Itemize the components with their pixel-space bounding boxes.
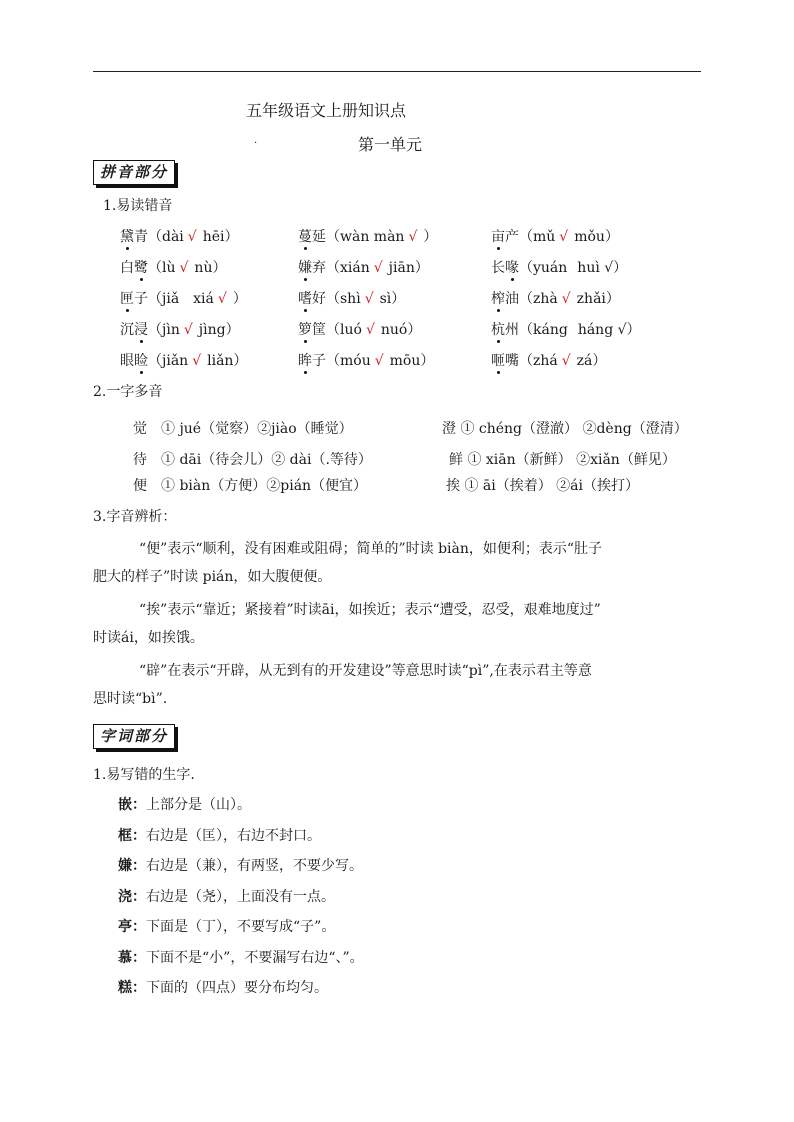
word-post: 筐（luó (312, 322, 362, 338)
pinyin-word (298, 351, 434, 371)
word-post: 产（mǔ (505, 229, 556, 245)
char-note: 右边是（匡），右边不封口。 (146, 827, 321, 844)
char-note: 下面不是“小”，不要漏写右边“、”。 (146, 949, 364, 966)
word-pre: 长 (491, 260, 505, 276)
char-item (118, 795, 251, 815)
word-tail: zhǎi） (576, 291, 620, 307)
word-dot: 匣 (120, 291, 134, 307)
duoyin-bian: 便 ① biàn（方便）②pián（便宜） (133, 478, 368, 494)
pinyin-word (120, 258, 226, 278)
word-dot: 喙 (505, 260, 519, 276)
word-tail: nuó） (380, 322, 422, 338)
word-tail: jiān） (388, 260, 429, 276)
pinyin-word (298, 258, 429, 278)
char-item (118, 856, 363, 876)
char-note: 下面的（四点）要分布均匀。 (146, 980, 328, 996)
word-tail: mǒu） (574, 229, 619, 245)
word-dot: 咂 (491, 353, 505, 369)
section-label-pinyin: 拼音部分 (93, 160, 175, 185)
item-title-words-1: 1.易写错的生字. (93, 767, 195, 783)
word-tail: mōu） (389, 353, 435, 369)
word-chk1: √ (187, 229, 197, 245)
word-tail: háng √） (577, 322, 641, 338)
word-post: 弃（xián (312, 260, 370, 276)
word-chk1: √ (561, 291, 571, 307)
char-item (118, 978, 328, 998)
word-post: 子（móu (312, 353, 371, 369)
char-item (118, 917, 335, 937)
word-chk1: √ (408, 229, 418, 245)
word-tail: ） (423, 229, 438, 245)
word-pre: 沉 (120, 322, 134, 338)
word-chk1: √ (373, 260, 383, 276)
word-post: 油（zhà (505, 291, 558, 307)
word-chk1: √ (183, 322, 193, 338)
word-dot: 榨 (491, 291, 505, 307)
char-item (118, 826, 321, 846)
word-post: 青（dài (134, 229, 184, 245)
pinyin-word (491, 320, 641, 340)
char-label: 慕： (118, 949, 146, 966)
word-tail: sì） (379, 291, 406, 307)
duoyin-xian: 鲜 ① xiān（新鲜） ②xiǎn（鲜见） (449, 452, 676, 468)
char-label: 框： (118, 827, 146, 844)
char-label: 嫌： (118, 858, 146, 874)
word-post: 子（jiǎ xiá (134, 291, 214, 307)
word-post: 州（káng (505, 322, 568, 338)
char-label: 亭： (118, 919, 146, 935)
item-title-3: 3.字音辨析： (93, 509, 177, 525)
word-tail: huì √） (577, 260, 628, 276)
header-rule (93, 71, 701, 72)
pinyin-word (298, 289, 405, 309)
word-tail: liǎn） (207, 353, 248, 369)
duoyin-cheng: 澄 ① chéng（澄澈） ②dèng（澄清） (442, 421, 688, 437)
word-chk1: √ (179, 260, 189, 276)
char-label: 糕： (118, 980, 146, 996)
word-post: （jìn (148, 322, 180, 338)
word-chk1: √ (217, 291, 227, 307)
word-chk1: √ (561, 353, 571, 369)
word-post: （lù (148, 260, 176, 276)
word-post: 延（wàn màn (312, 229, 405, 245)
pinyin-word (120, 227, 239, 247)
word-chk1: √ (365, 322, 375, 338)
char-note: 上部分是（山）。 (146, 797, 251, 813)
word-tail: jìng） (198, 322, 240, 338)
word-tail: zá） (576, 353, 607, 369)
pinyin-word (491, 351, 606, 371)
pinyin-word (120, 289, 247, 309)
word-dot: 睑 (134, 353, 148, 369)
duoyin-ai: 挨 ① āi（挨着） ②ái（挨打） (446, 478, 639, 494)
word-tail: ） (232, 291, 247, 307)
pinyin-word (491, 258, 627, 278)
char-note: 下面是（丁），不要写成“子”。 (146, 919, 336, 935)
word-chk1: √ (559, 229, 569, 245)
word-pre: 眼 (120, 353, 134, 369)
char-label: 浇： (118, 888, 146, 905)
word-dot: 鹭 (134, 260, 148, 276)
duoyin-dai: 待 ① dāi（待会儿）② dài（.等待） (133, 452, 372, 468)
word-dot: 杭 (491, 322, 505, 338)
pinyin-word (298, 227, 437, 247)
word-dot: 蔓 (298, 229, 312, 245)
item-title-1: 1.易读错音 (103, 198, 173, 214)
char-note: 右边是（尧），上面没有一点。 (146, 888, 335, 905)
duoyin-jue: 觉 ① jué（觉察）②jiào（睡觉） (133, 421, 353, 437)
word-dot: 箩 (298, 322, 312, 338)
word-post: （yuán (519, 260, 568, 276)
word-chk1: √ (192, 353, 202, 369)
section-label-words: 字词部分 (93, 724, 175, 749)
analysis-pi: “辟”在表示“开辟，从无到有的开发建设”等意思时读“pì”,在表示君主等意 思时读“bì”. (93, 663, 592, 707)
word-dot: 黛 (120, 229, 134, 245)
word-dot: 嗜 (298, 291, 312, 307)
word-tail: hēi） (202, 229, 239, 245)
word-dot: 嫌 (298, 260, 312, 276)
word-post: （jiǎn (148, 353, 189, 369)
word-dot: 浸 (134, 322, 148, 338)
pinyin-word (120, 320, 240, 340)
dot-mark: . (254, 135, 258, 146)
char-item (118, 948, 364, 968)
document-title: 五年级语文上册知识点 (246, 101, 407, 120)
pinyin-word (491, 289, 620, 309)
word-dot: 亩 (491, 229, 505, 245)
word-post: 嘴（zhá (505, 353, 558, 369)
item-title-2: 2.一字多音 (93, 384, 163, 400)
analysis-ai: “挨”表示“靠近；紧接着”时读āi，如挨近；表示“遭受，忍受，艰难地度过” 时读ái，如挨饿。 (93, 602, 601, 646)
char-item (118, 887, 335, 907)
pinyin-word (491, 227, 619, 247)
pinyin-word (120, 351, 247, 371)
word-post: 好（shì (312, 291, 361, 307)
word-chk1: √ (374, 353, 384, 369)
word-tail: nù） (194, 260, 227, 276)
char-note: 右边是（兼），有两竖，不要少写。 (146, 858, 363, 874)
word-chk1: √ (364, 291, 374, 307)
analysis-bian: “便”表示“顺利，没有困难或阻碍；简单的”时读 biàn，如便利；表示“肚子 肥大的样子”时读 pián，如大腹便便。 (93, 541, 603, 585)
word-dot: 眸 (298, 353, 312, 369)
char-label: 嵌： (118, 797, 146, 813)
pinyin-word (298, 320, 421, 340)
word-pre: 白 (120, 260, 134, 276)
unit-title: 第一单元 (358, 135, 423, 154)
